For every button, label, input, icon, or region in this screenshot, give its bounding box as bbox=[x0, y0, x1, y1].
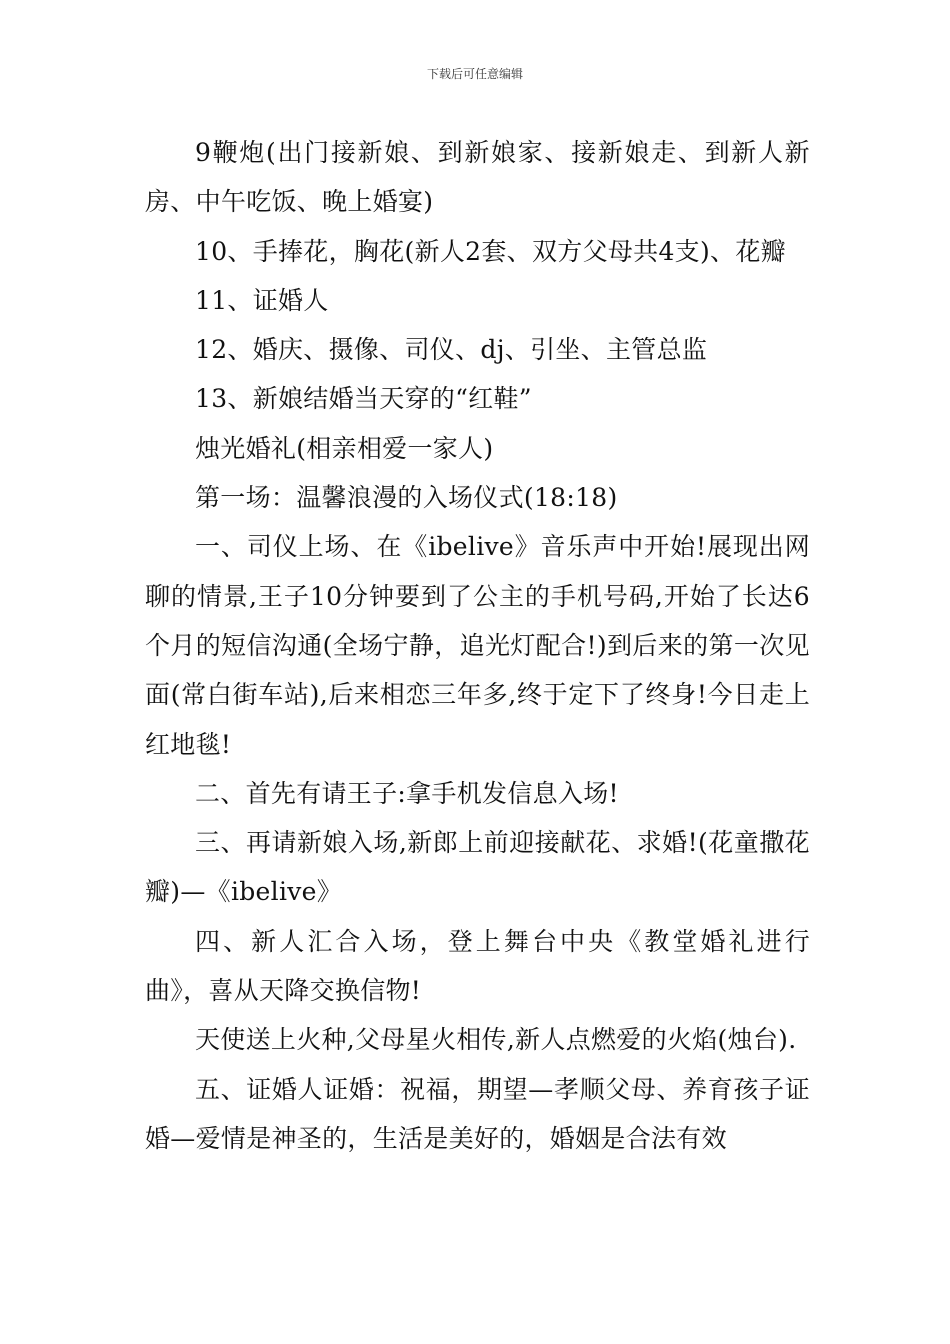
paragraph-step-4: 四、新人汇合入场，登上舞台中央《教堂婚礼进行曲》，喜从天降交换信物! bbox=[145, 926, 810, 1006]
paragraph-item-9: 9鞭炮(出门接新娘、到新娘家、接新娘走、到新人新房、中午吃饭、晚上婚宴) bbox=[145, 138, 810, 217]
paragraph-item-11: 11、证婚人 bbox=[195, 285, 329, 315]
paragraph-step-2: 二、首先有请王子:拿手机发信息入场! bbox=[195, 778, 619, 808]
paragraph-step-1: 一、司仪上场、在《ibelive》音乐声中开始!展现出网聊的情景,王子10分钟要到了公主的手机号码,开始了长达6个月的短信沟通(全场宁静，追光灯配合!)到后来的第一次见面(常白街车站),后来相恋三年多,终于定下了终身!今日走上红地毯! bbox=[145, 532, 810, 759]
paragraph-candle: 天使送上火种,父母星火相传,新人点燃爱的火焰(烛台). bbox=[195, 1025, 797, 1055]
section-title: 烛光婚礼(相亲相爱一家人) bbox=[195, 433, 494, 463]
page-header: 下载后可任意编辑 bbox=[426, 67, 523, 81]
paragraph-step-3: 三、再请新娘入场,新郎上前迎接献花、求婚!(花童撒花瓣)—《ibelive》 bbox=[145, 828, 810, 907]
paragraph-item-10: 10、手捧花，胸花(新人2套、双方父母共4支)、花瓣 bbox=[195, 236, 786, 266]
document-body bbox=[145, 128, 810, 1163]
scene-heading: 第一场：温馨浪漫的入场仪式(18:18) bbox=[195, 483, 618, 513]
paragraph-item-13: 13、新娘结婚当天穿的“红鞋” bbox=[195, 384, 532, 414]
paragraph-step-5: 五、证婚人证婚：祝福，期望—孝顺父母、养育孩子证婚—爱情是神圣的，生活是美好的，婚姻是合法有效 bbox=[145, 1074, 810, 1153]
paragraph-item-12: 12、婚庆、摄像、司仪、dj、引坐、主管总监 bbox=[195, 335, 708, 365]
